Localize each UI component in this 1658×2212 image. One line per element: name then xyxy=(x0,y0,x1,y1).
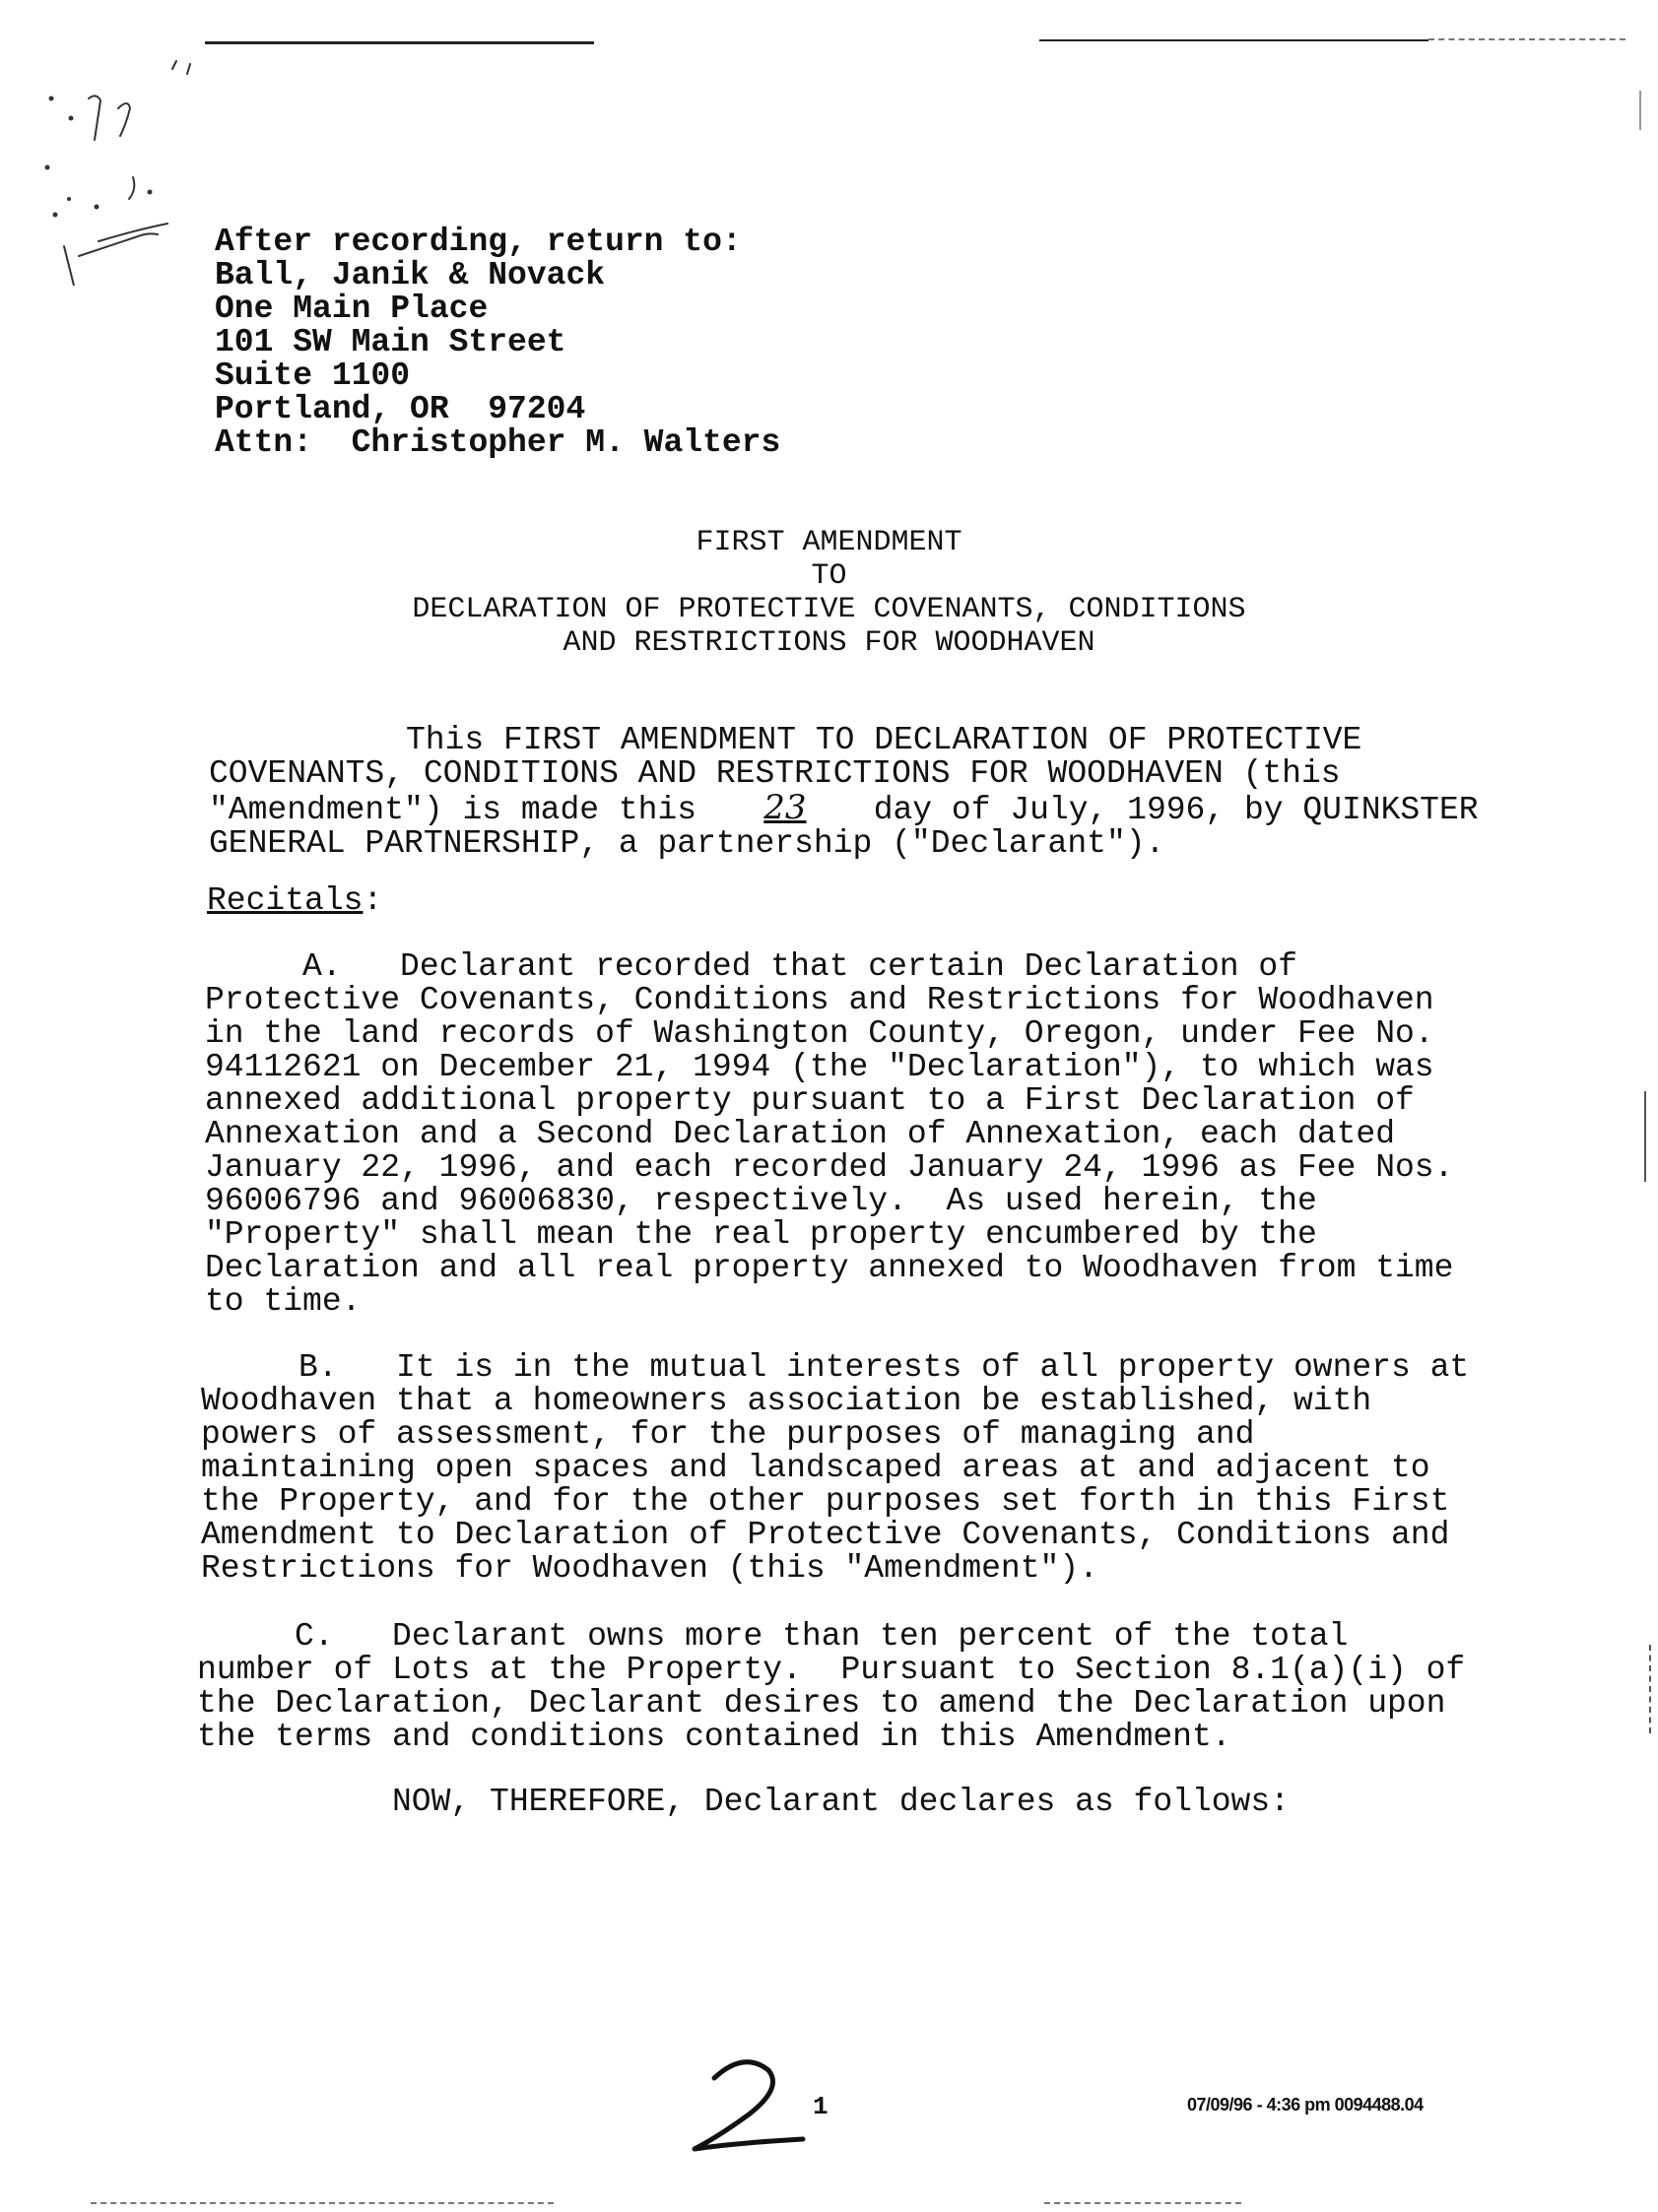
return-address-block xyxy=(215,226,780,460)
page-number: 1 xyxy=(813,2092,829,2121)
return-line: Attn: Christopher M. Walters xyxy=(215,424,781,461)
recital-b-line: the Property, and for the other purposes set forth in this First xyxy=(201,1483,1450,1520)
title-line-3: DECLARATION OF PROTECTIVE COVENANTS, CONDITIONS xyxy=(412,593,1246,626)
intro-line: This FIRST AMENDMENT TO DECLARATION OF PROTECTIVE xyxy=(406,722,1362,758)
recital-a-line: Annexation and a Second Declaration of Annexation, each dated xyxy=(205,1116,1395,1152)
recital-a-line: annexed additional property pursuant to a First Declaration of xyxy=(205,1082,1415,1119)
recital-b-line: Restrictions for Woodhaven (this "Amendment"). xyxy=(201,1550,1098,1587)
recital-c-line: number of Lots at the Property. Pursuant to Section 8.1(a)(i) of xyxy=(197,1652,1466,1688)
recital-b-line: maintaining open spaces and landscaped areas at and adjacent to xyxy=(201,1450,1430,1486)
return-line: 101 SW Main Street xyxy=(215,324,566,360)
now-therefore-line: NOW, THEREFORE, Declarant declares as follows: xyxy=(392,1784,1290,1820)
bottom-rule-dashed xyxy=(91,2202,554,2204)
title-line-1: FIRST AMENDMENT xyxy=(696,526,962,559)
recital-c xyxy=(197,1620,1465,1754)
intro-line: COVENANTS, CONDITIONS AND RESTRICTIONS FOR WOODHAVEN (this xyxy=(209,755,1341,792)
document-title xyxy=(0,526,1658,660)
edge-mark xyxy=(1644,1091,1646,1182)
return-line: Ball, Janik & Novack xyxy=(215,257,606,293)
return-heading: After recording, return to: xyxy=(215,224,742,260)
intro-line-date xyxy=(209,788,1479,828)
return-line: One Main Place xyxy=(215,291,489,327)
intro-paragraph xyxy=(209,724,1479,861)
recital-a-line: 94112621 on December 21, 1994 (the "Declaration"), to which was xyxy=(205,1049,1434,1085)
intro-pre-date: "Amendment") is made this xyxy=(209,792,716,828)
recital-b-line: Amendment to Declaration of Protective Covenants, Conditions and xyxy=(201,1517,1450,1553)
recital-c-line: C. Declarant owns more than ten percent of the total xyxy=(197,1618,1349,1655)
top-rule-left xyxy=(205,41,594,44)
recital-a-line: in the land records of Washington County, Oregon, under Fee No. xyxy=(205,1015,1434,1052)
edge-mark xyxy=(1649,1645,1651,1733)
recitals-heading-text: Recitals xyxy=(207,882,364,919)
top-rule-right xyxy=(1039,39,1428,41)
edge-mark xyxy=(1639,91,1641,130)
intro-line: GENERAL PARTNERSHIP, a partnership ("Declarant"). xyxy=(209,825,1165,862)
recital-a-line: Declaration and all real property annexed to Woodhaven from time xyxy=(205,1250,1454,1286)
recital-b xyxy=(201,1351,1469,1586)
recital-a-line: January 22, 1996, and each recorded January 24, 1996 as Fee Nos. xyxy=(205,1149,1454,1186)
handwritten-day: 23 xyxy=(763,788,807,827)
recital-a-line: to time. xyxy=(205,1283,362,1320)
recital-a-line: A. Declarant recorded that certain Declaration of xyxy=(205,948,1297,985)
recital-b-line: Woodhaven that a homeowners association be established, with xyxy=(201,1383,1372,1419)
document-stamp: 07/09/96 - 4:36 pm 0094488.04 xyxy=(1187,2095,1424,2114)
bottom-rule-dashed xyxy=(1044,2202,1241,2204)
recitals-heading: Recitals: xyxy=(207,882,383,919)
recital-b-line: powers of assessment, for the purposes of managing and xyxy=(201,1416,1255,1453)
date-blank xyxy=(716,788,854,827)
return-line: Suite 1100 xyxy=(215,358,411,394)
intro-post-date: day of July, 1996, by QUINKSTER xyxy=(853,792,1479,828)
recital-a xyxy=(205,950,1453,1319)
recital-c-line: the Declaration, Declarant desires to amend the Declaration upon xyxy=(197,1685,1446,1722)
recital-a-line: 96006796 and 96006830, respectively. As used herein, the xyxy=(205,1183,1317,1219)
top-rule-dashed xyxy=(1428,38,1625,40)
recital-c-line: the terms and conditions contained in this Amendment. xyxy=(197,1719,1231,1755)
handwritten-page-number xyxy=(685,2049,813,2157)
return-line: Portland, OR 97204 xyxy=(215,391,586,427)
handwritten-initials-mark xyxy=(39,59,207,286)
recital-b-line: B. It is in the mutual interests of all property owners at xyxy=(201,1349,1470,1386)
recital-a-line: "Property" shall mean the real property encumbered by the xyxy=(205,1216,1317,1253)
title-line-2: TO xyxy=(811,559,847,593)
title-line-4: AND RESTRICTIONS FOR WOODHAVEN xyxy=(563,626,1095,660)
recital-a-line: Protective Covenants, Conditions and Restrictions for Woodhaven xyxy=(205,982,1434,1018)
